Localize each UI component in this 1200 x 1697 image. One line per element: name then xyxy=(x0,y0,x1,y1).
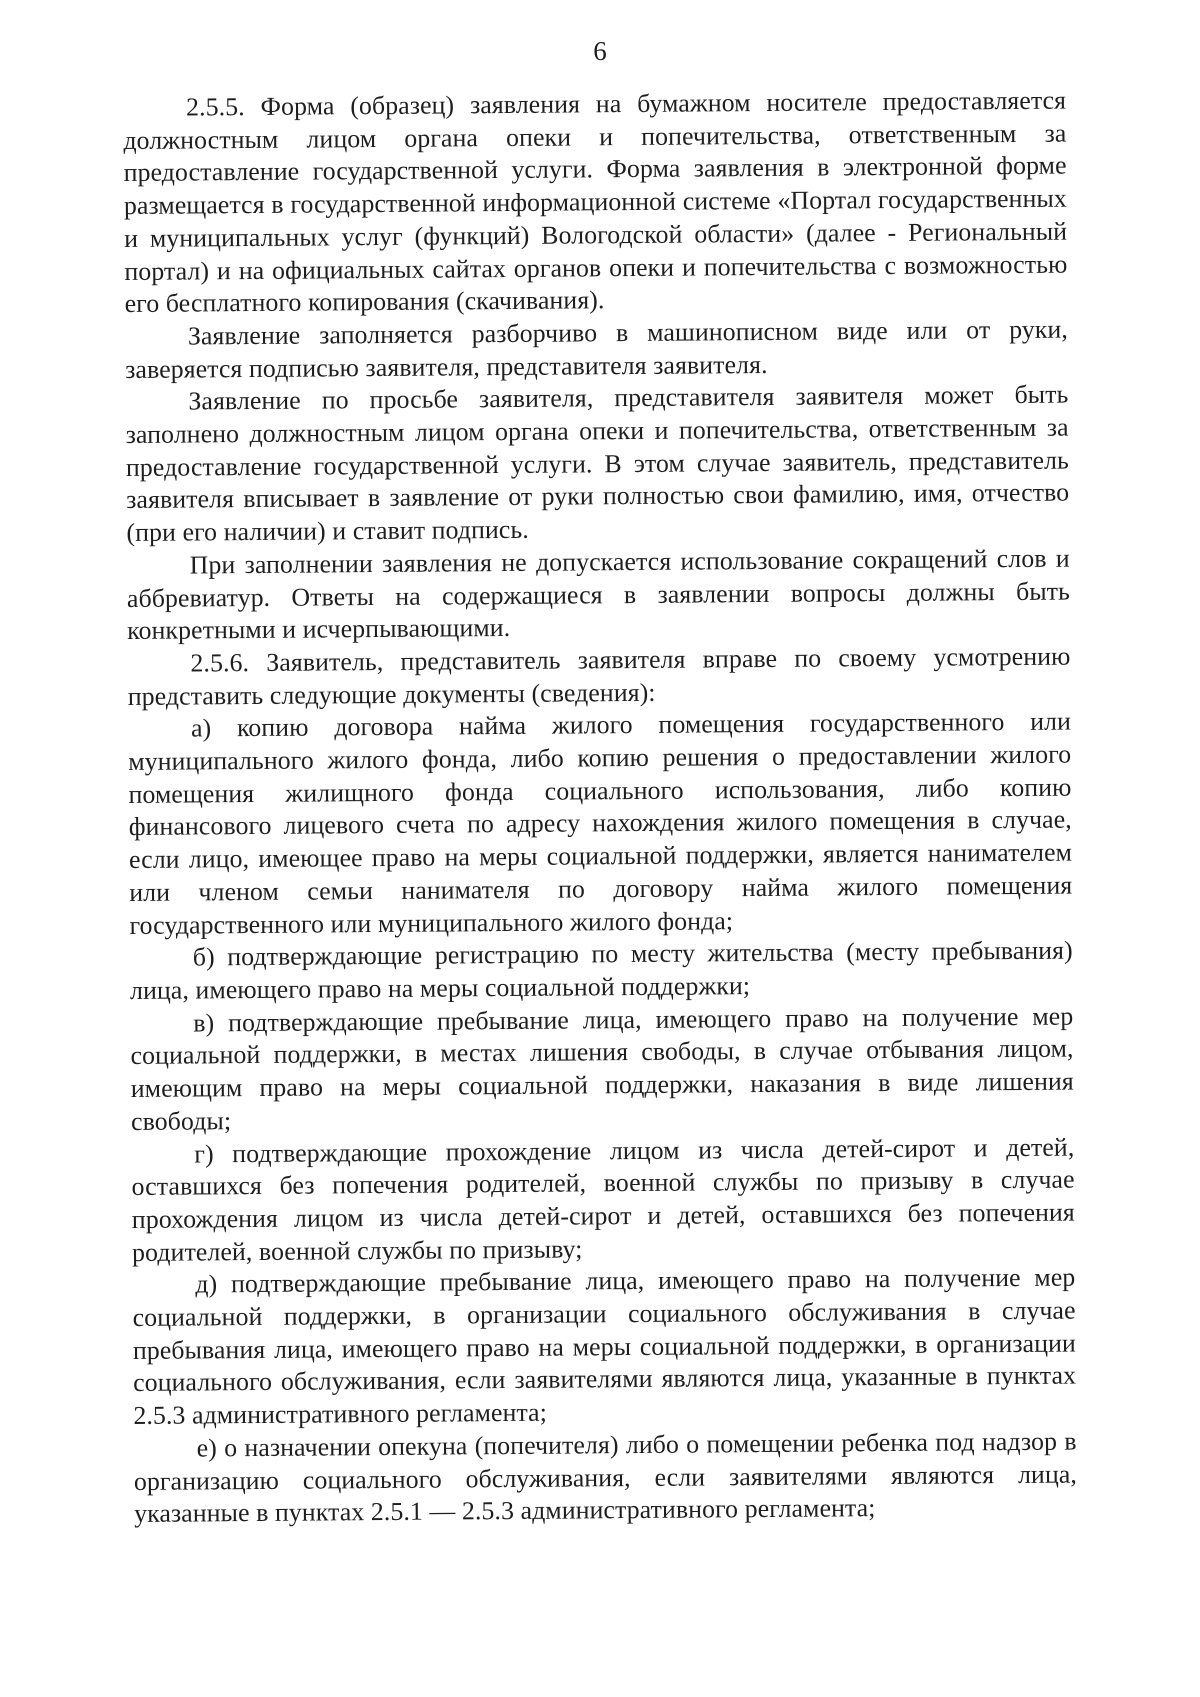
list-item-g: г) подтверждающие прохождение лицом из числа детей-сирот и детей, оставшихся без попечения родителей, военной службы по призыву в случае прохождения лицом из числа детей-сирот и детей, оставшихся без попечения родителей, военной службы по призыву; xyxy=(131,1132,1075,1267)
page-number: 6 xyxy=(593,36,607,66)
list-item-v: в) подтверждающие пребывание лица, имеющего право на получение мер социальной поддержки, в местах лишения свободы, в случае отбывания лицом, имеющим право на меры социальной поддержки, наказания в виде лишения свободы; xyxy=(130,1001,1074,1136)
document-body xyxy=(123,85,1077,1531)
paragraph-filling-method: Заявление заполняется разборчиво в машинописном виде или от руки, заверяется подписью заявителя, представителя заявителя. xyxy=(125,314,1069,384)
list-item-d: д) подтверждающие пребывание лица, имеющего право на получение мер социальной поддержки, в организации социального обслуживания в случае пребывания лица, имеющего право на меры социальной поддержки, в организации социального обслуживания, если заявителями являются лица, указанные в пунктах 2.5.3 административного регламента; xyxy=(132,1262,1077,1431)
paragraph-no-abbreviations: При заполнении заявления не допускается использование сокращений слов и аббревиатур. Ответы на содержащиеся в заявлении вопросы должны быть конкретными и исчерпывающими. xyxy=(126,543,1071,646)
paragraph-filled-by-official: Заявление по просьбе заявителя, представителя заявителя может быть заполнено должностным лицом органа опеки и попечительства, ответственным за предоставление государственной услуги. В этом случае заявитель, представитель заявителя вписывает в заявление от руки полностью свои фамилию, имя, отчество (при его наличии) и ставит подпись. xyxy=(125,379,1070,548)
list-item-b: б) подтверждающие регистрацию по месту жительства (месту пребывания) лица, имеющего право на меры социальной поддержки; xyxy=(129,935,1073,1005)
paragraph-2-5-5: 2.5.5. Форма (образец) заявления на бумажном носителе предоставляется должностным лицом органа опеки и попечительства, ответственным за предоставление государственной услуги. Форма заявления в электронной форме размещается в государственной информационной системе «Портал государственных и муниципальных услуг (функций) Вологодской области» (далее - Региональный портал) и на официальных сайтах органов опеки и попечительства с возможностью его бесплатного копирования (скачивания). xyxy=(123,85,1068,319)
paragraph-2-5-6: 2.5.6. Заявитель, представитель заявителя вправе по своему усмотрению представить следующие документы (сведения): xyxy=(127,641,1071,711)
list-item-e: е) о назначении опекуна (попечителя) либо о помещении ребенка под надзор в организацию социального обслуживания, если заявителями являются лица, указанные в пунктах 2.5.1 — 2.5.3 административного регламента; xyxy=(133,1426,1077,1529)
list-item-a: а) копию договора найма жилого помещения государственного или муниципального жилого фонда, либо копию решения о предоставлении жилого помещения жилищного фонда социального использования, либо копию финансового лицевого счета по адресу нахождения жилого помещения в случае, если лицо, имеющее право на меры социальной поддержки, является нанимателем или членом семьи нанимателя по договору найма жилого помещения государственного или муниципального жилого фонда; xyxy=(128,706,1073,940)
